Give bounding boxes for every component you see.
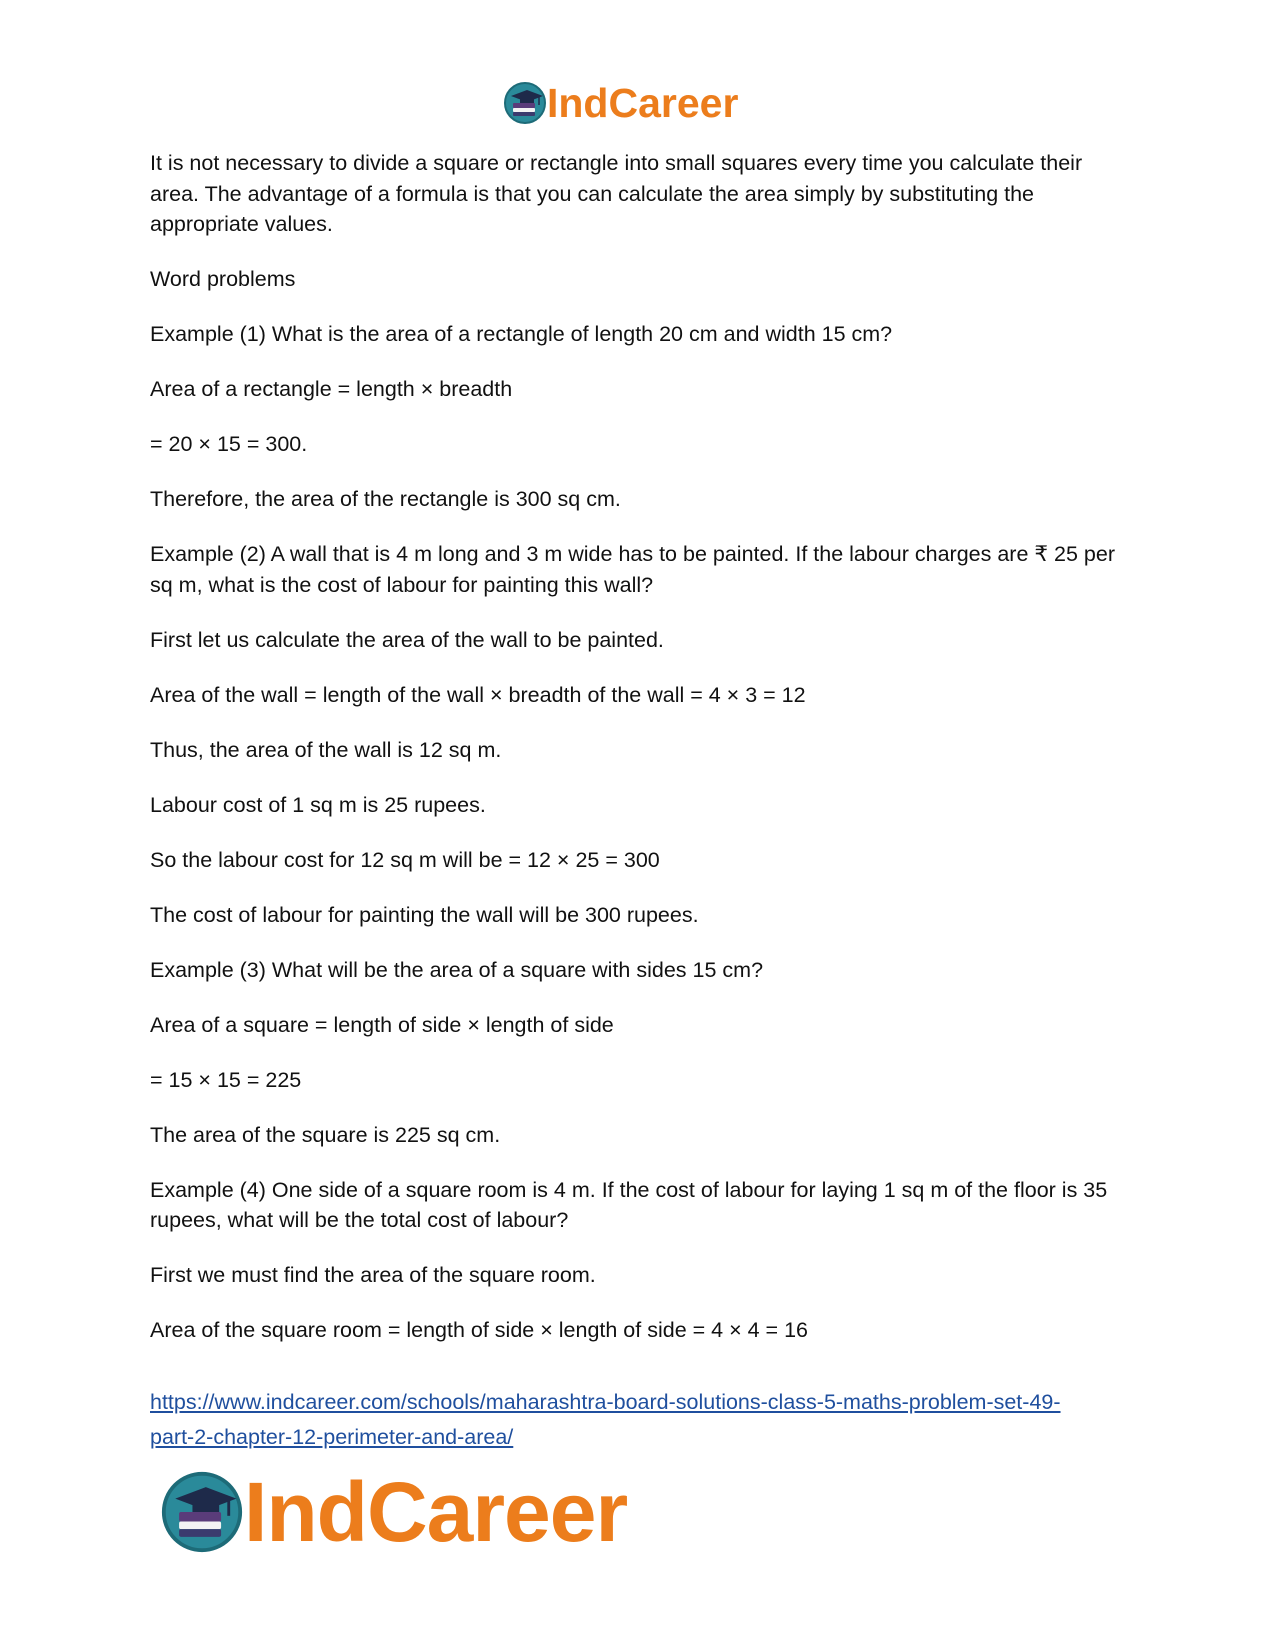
source-link-line-2: part-2-chapter-12-perimeter-and-area/ — [150, 1425, 514, 1449]
book-graduation-cap-icon — [160, 1470, 244, 1554]
example-4-question: Example (4) One side of a square room is 4 m. If the cost of labour for laying 1 sq m of the floor is 35 rupees, what will be the total cost of labour? — [150, 1177, 1108, 1232]
footer-logo-text: IndCareer — [244, 1465, 628, 1559]
source-link[interactable] — [150, 1390, 1061, 1449]
book-graduation-cap-icon — [503, 81, 547, 125]
example-3-formula: Area of a square = length of side × length of side — [150, 1012, 614, 1037]
example-2-step-1: First let us calculate the area of the wall to be painted. — [150, 627, 664, 652]
example-1-question: Example (1) What is the area of a rectangle of length 20 cm and width 15 cm? — [150, 322, 893, 346]
example-2-question: Example (2) A wall that is 4 m long and 3 m wide has to be painted. If the labour charges are ₹ 25 per sq m, what is the cost of labour for painting this wall? — [150, 542, 1116, 597]
example-3-answer: The area of the square is 225 sq cm. — [150, 1122, 501, 1147]
example-4-step-1: First we must find the area of the square room. — [150, 1263, 596, 1287]
example-4-formula: Area of the square room = length of side × length of side = 4 × 4 = 16 — [150, 1318, 808, 1342]
document-body — [150, 148, 1130, 1370]
example-2-answer: The cost of labour for painting the wall will be 300 rupees. — [150, 902, 699, 927]
header-logo-text: IndCareer — [547, 80, 739, 126]
footer-logo — [160, 1466, 627, 1558]
example-3-question: Example (3) What will be the area of a square with sides 15 cm? — [150, 957, 764, 982]
example-1-calculation: = 20 × 15 = 300. — [150, 432, 308, 456]
example-1-answer: Therefore, the area of the rectangle is 300 sq cm. — [150, 487, 621, 511]
paragraph-intro: It is not necessary to divide a square or rectangle into small squares every time you calculate their area. The advantage of a formula is that you can calculate the area simply by substituting the appropriate values. — [150, 151, 1083, 236]
example-2-calculation: So the labour cost for 12 sq m will be = 12 × 25 = 300 — [150, 847, 660, 872]
source-link-block — [150, 1385, 1140, 1455]
example-2-unit-cost: Labour cost of 1 sq m is 25 rupees. — [150, 792, 486, 817]
example-3-calculation: = 15 × 15 = 225 — [150, 1067, 302, 1092]
source-link-line-1: https://www.indcareer.com/schools/maharashtra-board-solutions-class-5-maths-problem-set-49- — [150, 1390, 1061, 1414]
example-1-formula: Area of a rectangle = length × breadth — [150, 377, 513, 401]
header-logo — [503, 80, 738, 126]
example-2-area-result: Thus, the area of the wall is 12 sq m. — [150, 737, 502, 762]
section-heading-word-problems: Word problems — [150, 267, 296, 291]
example-2-formula: Area of the wall = length of the wall × breadth of the wall = 4 × 3 = 12 — [150, 682, 806, 707]
